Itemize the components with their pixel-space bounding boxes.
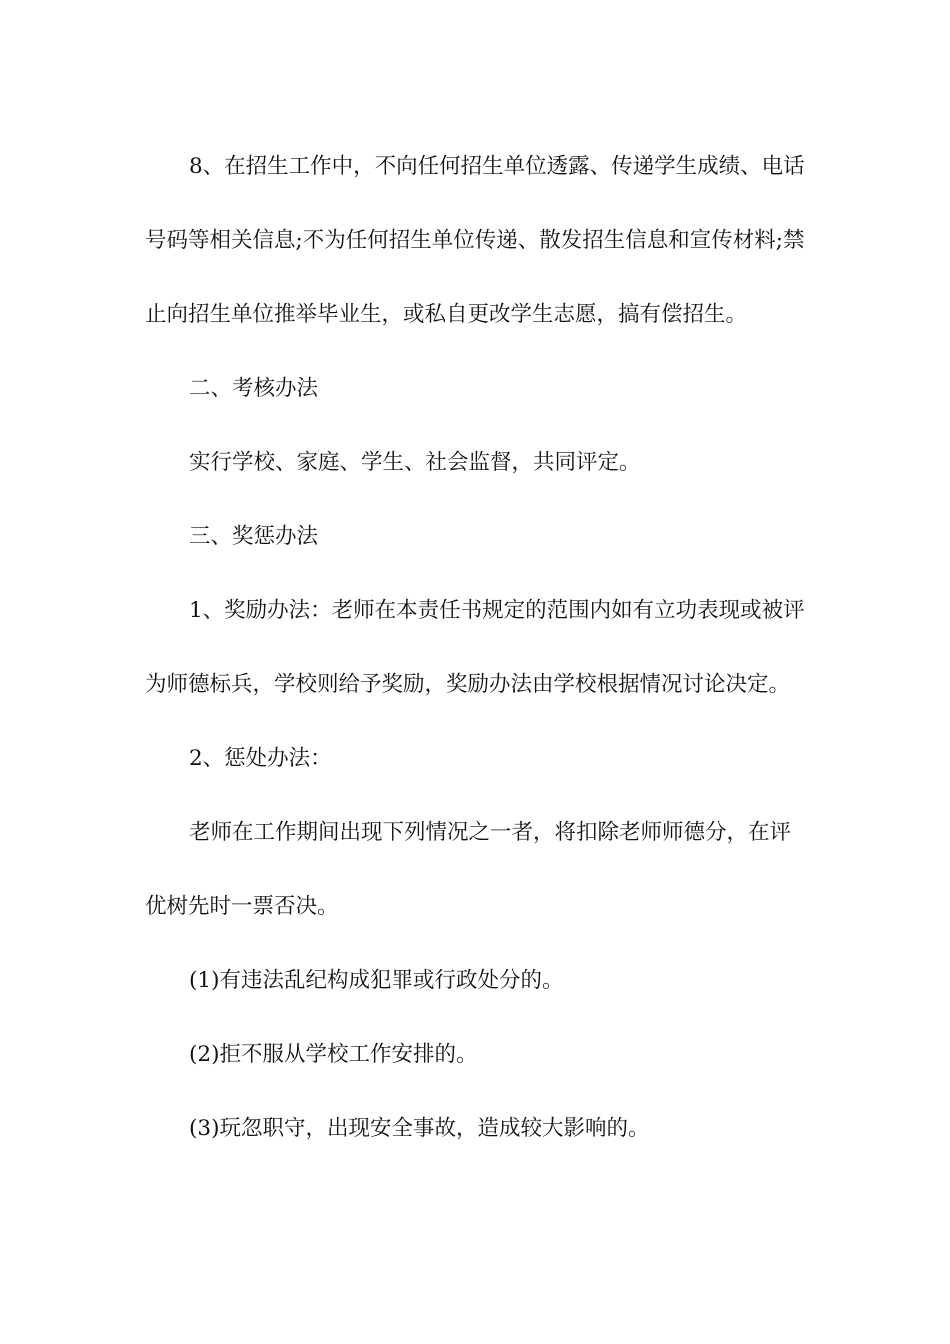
section-heading-rewards-penalties: 三、奖惩办法: [189, 524, 319, 549]
subheading-penalty-method: 2、惩处办法：: [189, 746, 332, 771]
list-item-penalty-1: (1)有违法乱纪构成犯罪或行政处分的。: [189, 968, 564, 993]
paragraph-reward-method: 1、奖励办法：老师在本责任书规定的范围内如有立功表现或被评为师德标兵，学校则给予奖励，奖励办法由学校根据情况讨论决定。: [145, 598, 805, 697]
paragraph-item-8-recruitment: 8、在招生工作中，不向任何招生单位透露、传递学生成绩、电话号码等相关信息;不为任何招生单位传递、散发招生信息和宣传材料;禁止向招生单位推举毕业生，或私自更改学生志愿，搞有偿招生。: [145, 154, 805, 327]
list-item-penalty-3: (3)玩忽职守，出现安全事故，造成较大影响的。: [189, 1116, 650, 1141]
list-item-penalty-2: (2)拒不服从学校工作安排的。: [189, 1042, 478, 1067]
section-heading-assessment: 二、考核办法: [189, 376, 319, 401]
paragraph-penalty-intro: 老师在工作期间出现下列情况之一者，将扣除老师师德分，在评优树先时一票否决。: [145, 820, 792, 919]
document-body: [145, 130, 809, 1166]
paragraph-assessment-method: 实行学校、家庭、学生、社会监督，共同评定。: [189, 450, 641, 475]
